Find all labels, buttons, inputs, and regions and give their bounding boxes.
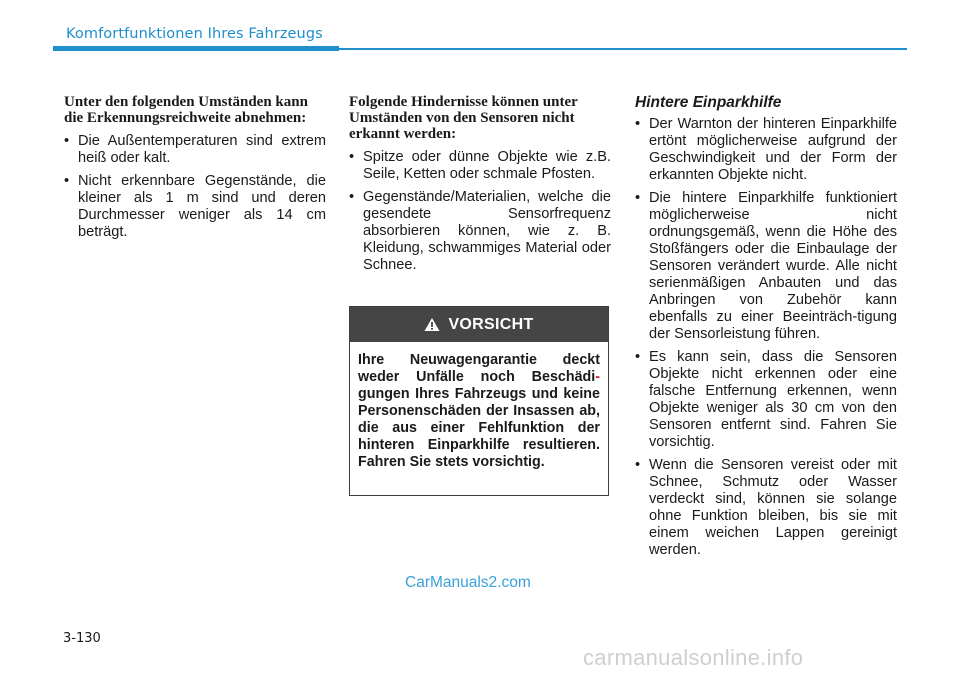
section-header-title: Komfortfunktionen Ihres Fahrzeugs xyxy=(66,26,323,42)
list-item xyxy=(64,133,326,167)
list-item-text: Nicht erkennbare Gegenstände, die kleiner als 1 m sind und deren Durchmesser weniger als 14 cm beträgt. xyxy=(78,173,326,240)
list-item-text: Spitze oder dünne Objekte wie z.B. Seile, Ketten oder schmale Pfosten. xyxy=(363,149,611,182)
warning-triangle-icon xyxy=(424,317,440,332)
bullet-marker: • xyxy=(64,133,70,149)
caution-text xyxy=(350,342,608,471)
column-3 xyxy=(635,94,897,565)
list-item-text: Der Warnton der hinteren Einparkhilfe ertönt möglicherweise aufgrund der Geschwindigkeit und der Form der erkannten Objekte nicht. xyxy=(649,116,897,183)
page-number: 3-130 xyxy=(63,631,101,646)
column-1-heading: Unter den folgenden Umständen kann die Erkennungsreichweite abnehmen: xyxy=(64,94,308,126)
list-item xyxy=(349,189,611,274)
list-item xyxy=(635,349,897,451)
list-item-text: Die Außentemperaturen sind extrem heiß oder kalt. xyxy=(78,133,326,166)
column-3-heading: Hintere Einparkhilfe xyxy=(635,94,782,111)
list-item xyxy=(635,190,897,343)
bullet-marker: • xyxy=(64,173,70,189)
caution-text-part1: Ihre Neuwagengarantie deckt weder Unfälle noch Beschädi xyxy=(358,352,600,385)
bullet-marker: • xyxy=(349,149,355,165)
header-bar-thick xyxy=(53,46,339,51)
bullet-marker: • xyxy=(349,189,355,205)
list-item-text: Wenn die Sensoren vereist oder mit Schnee, Schmutz oder Wasser verdeckt sind, können sie solange ohne Funktion bleiben, bis sie mit einem weichen Lappen gereinigt werden. xyxy=(649,457,897,558)
list-item-text: Es kann sein, dass die Sensoren Objekte nicht erkennen oder eine falsche Entfernung erkennen, wenn Objekte weniger als 30 cm von den Sensoren entfernt sind. Fahren Sie vorsichtig. xyxy=(649,349,897,450)
column-2-list xyxy=(349,149,611,274)
bullet-marker: • xyxy=(635,349,641,365)
watermark-link[interactable]: CarManuals2.com xyxy=(405,574,531,591)
bullet-marker: • xyxy=(635,190,641,206)
caution-header xyxy=(350,307,608,342)
list-item xyxy=(349,149,611,183)
footer-watermark-logo: carmanualsonline.info xyxy=(583,645,804,670)
column-1-list xyxy=(64,133,326,241)
bullet-marker: • xyxy=(635,457,641,473)
column-2-heading: Folgende Hindernisse können unter Umständen von den Sensoren nicht erkannt werden: xyxy=(349,94,578,142)
column-3-list xyxy=(635,116,897,559)
column-2 xyxy=(349,94,611,280)
list-item xyxy=(635,116,897,184)
caution-box xyxy=(349,306,609,496)
caution-text-part2: gungen Ihres Fahrzeugs und keine Personenschäden der Insassen ab, die aus einer Fehlfunktion der hinteren Einparkhilfe resultieren. Fahren Sie stets vorsichtig. xyxy=(358,386,600,470)
list-item-text: Gegenstände/Materialien, welche die gesendete Sensorfrequenz absorbieren können, wie z. B. Kleidung, schwammiges Material oder Schnee. xyxy=(363,189,611,273)
bullet-marker: • xyxy=(635,116,641,132)
header-bar-thin xyxy=(339,48,907,50)
list-item xyxy=(635,457,897,559)
column-1 xyxy=(64,94,326,247)
caution-hyphen: - xyxy=(595,369,600,385)
list-item-text: Die hintere Einparkhilfe funktioniert möglicherweise nicht ordnungsgemäß, wenn die Höhe des Stoßfängers oder die Einbaulage der Sensoren verändert wurde. Alle nicht serienmäßigen Anbauten und das Anbringen von Zubehör kann ebenfalls zu einer Beeinträch-tigung der Sensorleistung führen. xyxy=(649,190,897,342)
list-item xyxy=(64,173,326,241)
caution-title: VORSICHT xyxy=(448,315,534,333)
